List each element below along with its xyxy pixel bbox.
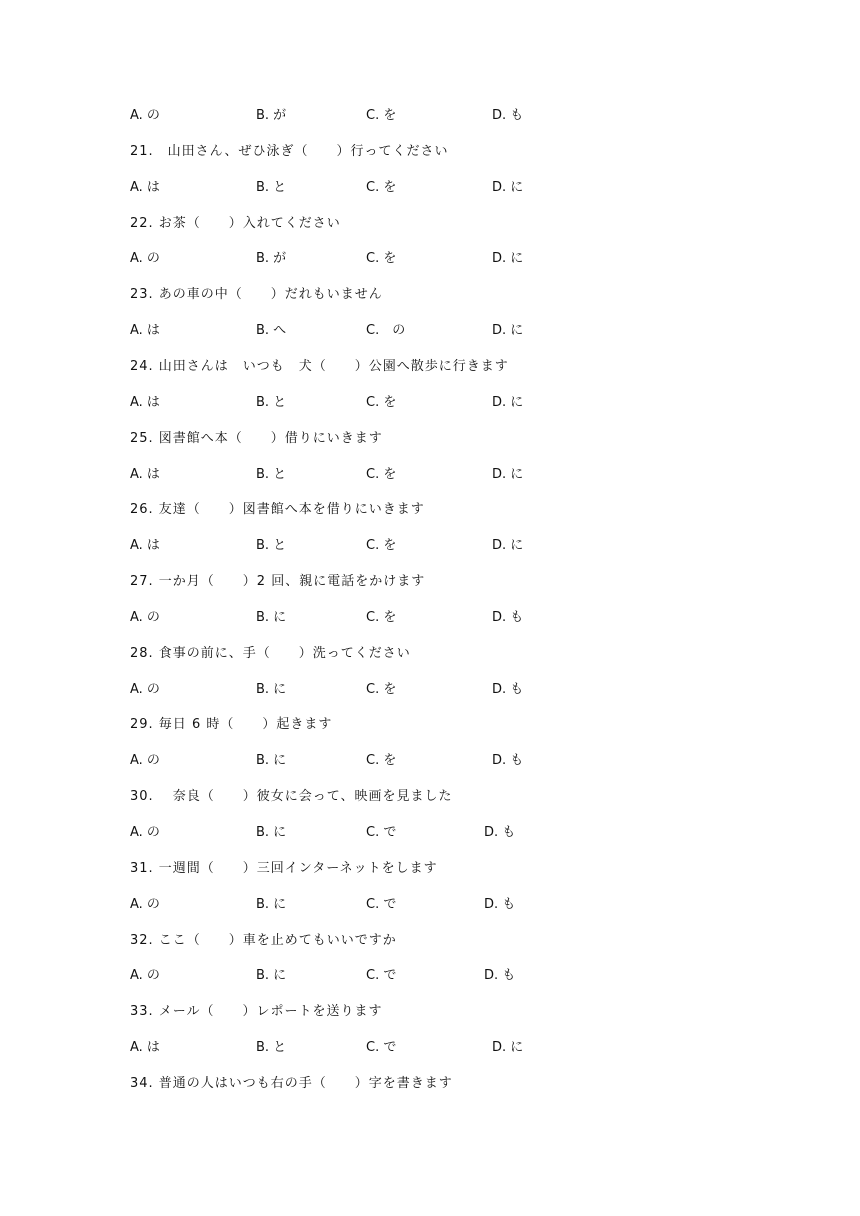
option-a: A. は — [130, 395, 160, 410]
options-row — [130, 104, 690, 128]
option-a: A. の — [130, 897, 160, 912]
question-text: 28. 食事の前に、手（ ）洗ってください — [130, 646, 411, 661]
question-text: 31. 一週間（ ）三回インターネットをします — [130, 861, 438, 876]
option-a: A. の — [130, 108, 160, 123]
option-c: C. を — [366, 538, 397, 553]
option-d: D. も — [492, 682, 524, 697]
option-c: C. を — [366, 682, 397, 697]
options-row — [130, 463, 690, 487]
options-row — [130, 964, 690, 988]
option-b: B. に — [256, 610, 287, 625]
option-c: C. を — [366, 395, 397, 410]
options-row — [130, 1036, 690, 1060]
option-b: B. と — [256, 395, 287, 410]
option-d: D. も — [492, 108, 524, 123]
question-text: 32. ここ（ ）車を止めてもいいですか — [130, 933, 397, 948]
option-a: A. は — [130, 1040, 160, 1055]
option-c: C. で — [366, 897, 397, 912]
option-b: B. が — [256, 108, 287, 123]
option-c: C. で — [366, 968, 397, 983]
option-d: D. も — [484, 825, 516, 840]
question-text: 29. 毎日 6 時（ ）起きます — [130, 717, 333, 732]
option-b: B. と — [256, 180, 287, 195]
option-d: D. に — [492, 180, 524, 195]
option-d: D. も — [492, 753, 524, 768]
option-d: D. も — [484, 897, 516, 912]
option-d: D. に — [492, 323, 524, 338]
option-b: B. と — [256, 538, 287, 553]
options-row — [130, 176, 690, 200]
option-d: D. に — [492, 1040, 524, 1055]
options-row — [130, 893, 690, 917]
option-a: A. の — [130, 968, 160, 983]
question-text: 34. 普通の人はいつも右の手（ ）字を書きます — [130, 1076, 453, 1091]
options-row — [130, 391, 690, 415]
options-row — [130, 247, 690, 271]
option-a: A. の — [130, 251, 160, 266]
option-d: D. も — [492, 610, 524, 625]
option-b: B. と — [256, 1040, 287, 1055]
question-text: 27. 一か月（ ）2 回、親に電話をかけます — [130, 574, 426, 589]
option-c: C. を — [366, 610, 397, 625]
options-row — [130, 821, 690, 845]
question-text: 30. 奈良（ ）彼女に会って、映画を見ました — [130, 789, 453, 804]
option-a: A. の — [130, 825, 160, 840]
option-c: C. を — [366, 180, 397, 195]
option-b: B. が — [256, 251, 287, 266]
option-a: A. の — [130, 610, 160, 625]
question-text: 26. 友達（ ）図書館へ本を借りにいきます — [130, 502, 425, 517]
option-b: B. と — [256, 467, 287, 482]
option-b: B. に — [256, 825, 287, 840]
options-row — [130, 678, 690, 702]
option-b: B. に — [256, 968, 287, 983]
option-b: B. に — [256, 682, 287, 697]
option-b: B. へ — [256, 323, 287, 338]
option-c: C. を — [366, 467, 397, 482]
question-text: 21. 山田さん、ぜひ泳ぎ（ ）行ってください — [130, 144, 449, 159]
option-d: D. に — [492, 538, 524, 553]
option-a: A. の — [130, 682, 160, 697]
option-a: A. は — [130, 180, 160, 195]
options-row — [130, 319, 690, 343]
option-b: B. に — [256, 753, 287, 768]
options-row — [130, 534, 690, 558]
option-c: C. を — [366, 753, 397, 768]
option-a: A. の — [130, 753, 160, 768]
question-text: 24. 山田さんは いつも 犬（ ）公園へ散歩に行きます — [130, 359, 509, 374]
options-row — [130, 606, 690, 630]
option-a: A. は — [130, 323, 160, 338]
option-d: D. に — [492, 467, 524, 482]
question-text: 22. お茶（ ）入れてください — [130, 216, 341, 231]
options-row — [130, 749, 690, 773]
option-d: D. に — [492, 395, 524, 410]
question-text: 25. 図書館へ本（ ）借りにいきます — [130, 431, 383, 446]
option-c: C. で — [366, 825, 397, 840]
option-b: B. に — [256, 897, 287, 912]
option-d: D. に — [492, 251, 524, 266]
option-a: A. は — [130, 538, 160, 553]
option-c: C. で — [366, 1040, 397, 1055]
option-c: C. を — [366, 108, 397, 123]
question-text: 33. メール（ ）レポートを送ります — [130, 1004, 383, 1019]
question-text: 23. あの車の中（ ）だれもいません — [130, 287, 383, 302]
option-d: D. も — [484, 968, 516, 983]
option-c: C. の — [366, 323, 406, 338]
option-a: A. は — [130, 467, 160, 482]
option-c: C. を — [366, 251, 397, 266]
